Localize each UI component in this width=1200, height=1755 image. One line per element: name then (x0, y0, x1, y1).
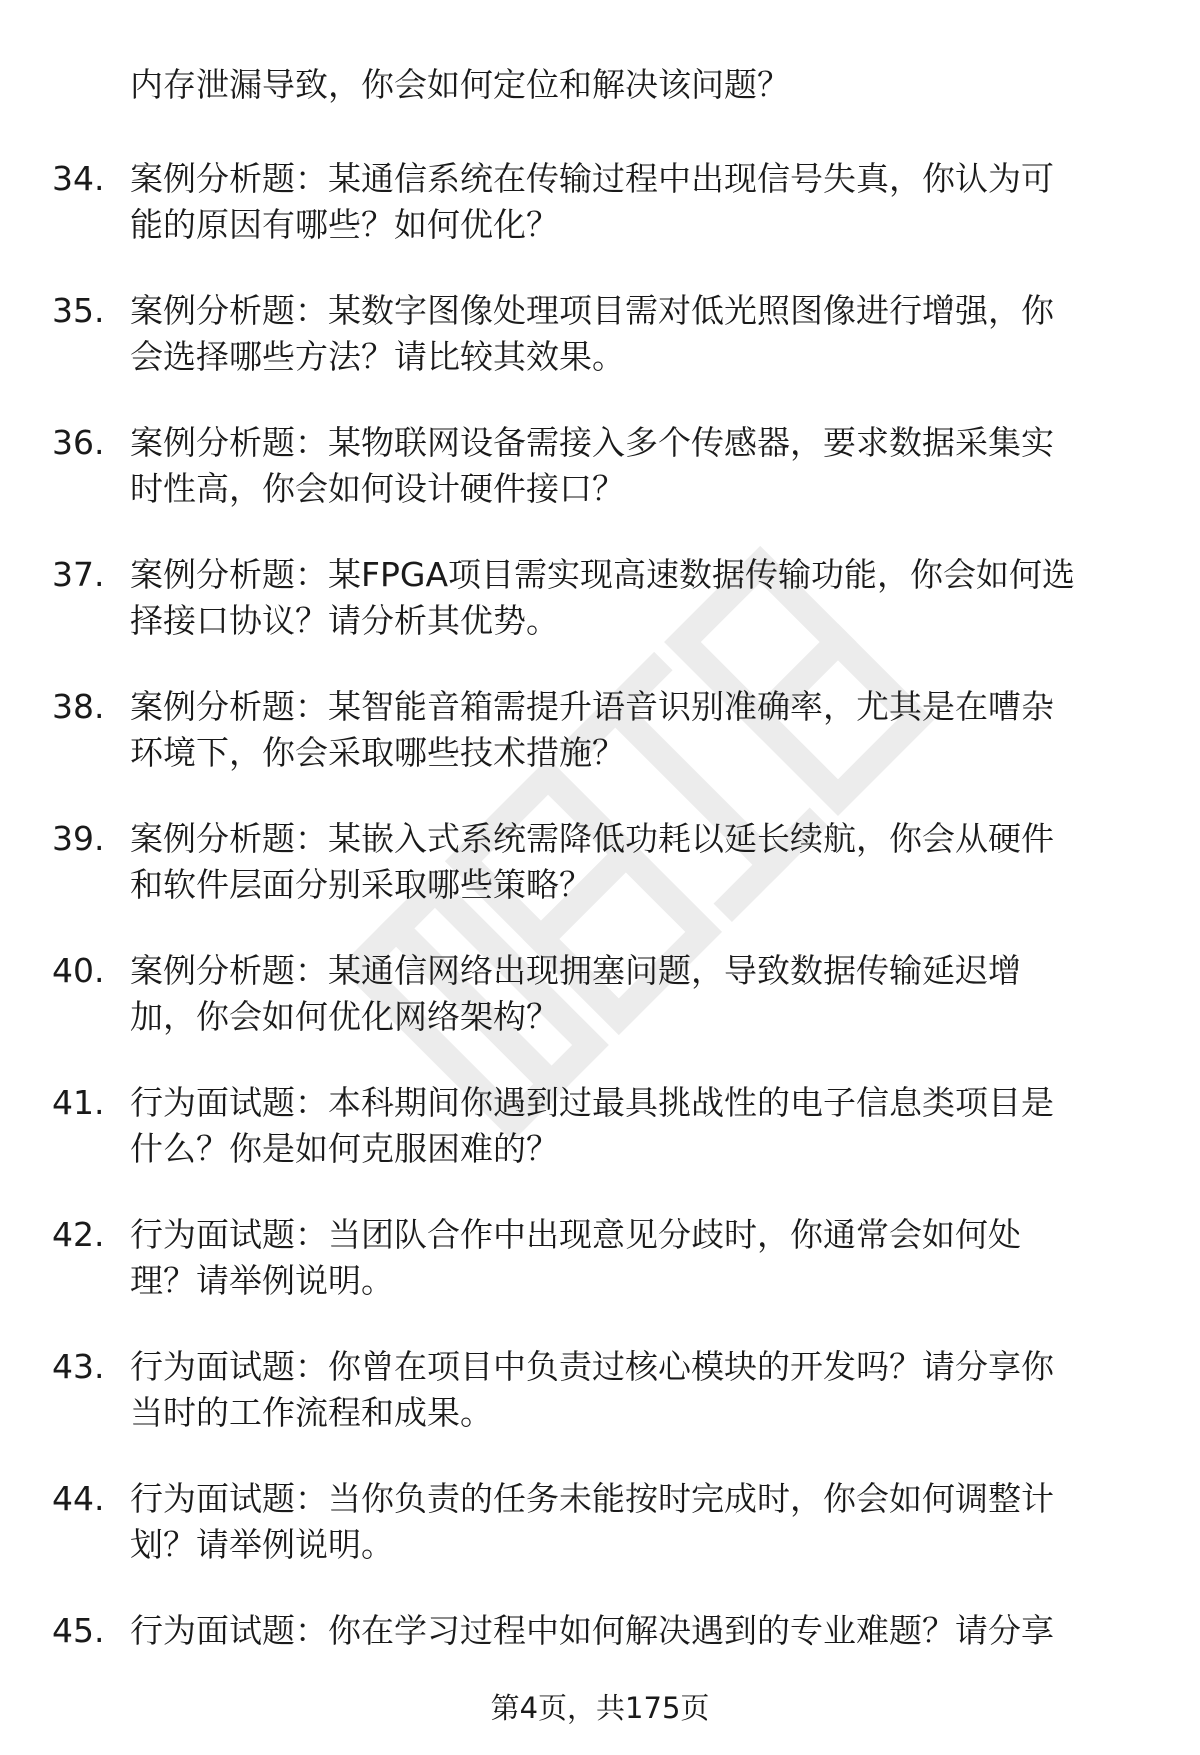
question-number: 39. (52, 819, 105, 858)
question-number: 34. (52, 159, 105, 198)
question-text-line: 行为面试题：当团队合作中出现意见分歧时，你通常会如何处 (130, 1215, 1021, 1254)
question-text-line: 行为面试题：你曾在项目中负责过核心模块的开发吗？请分享你 (130, 1347, 1054, 1386)
question-text (130, 1476, 1170, 1568)
question-text-line: 环境下，你会采取哪些技术措施？ (130, 733, 625, 772)
question-list (0, 156, 1200, 1740)
question-text-line: 案例分析题：某通信系统在传输过程中出现信号失真，你认为可 (130, 159, 1054, 198)
question-text (130, 1080, 1170, 1172)
question-text-line: 能的原因有哪些？如何优化？ (130, 205, 559, 244)
question-item (0, 156, 1200, 288)
question-number: 45. (52, 1611, 105, 1650)
question-text-line: 行为面试题：当你负责的任务未能按时完成时，你会如何调整计 (130, 1479, 1054, 1518)
question-item (0, 1080, 1200, 1212)
question-text (130, 1608, 1170, 1654)
question-text-line: 和软件层面分别采取哪些策略？ (130, 865, 592, 904)
question-number: 40. (52, 951, 105, 990)
question-text-line: 案例分析题：某物联网设备需接入多个传感器，要求数据采集实 (130, 423, 1054, 462)
question-item (0, 1212, 1200, 1344)
continuation-line: 内存泄漏导致，你会如何定位和解决该问题？ (130, 65, 790, 104)
question-text (130, 288, 1170, 380)
question-text-line: 案例分析题：某通信网络出现拥塞问题，导致数据传输延迟增 (130, 951, 1021, 990)
question-number: 35. (52, 291, 105, 330)
question-text (130, 1344, 1170, 1436)
question-number: 37. (52, 555, 105, 594)
question-text-line: 什么？你是如何克服困难的？ (130, 1129, 559, 1168)
question-text-line: 理？请举例说明。 (130, 1261, 394, 1300)
question-text (130, 552, 1170, 644)
question-item (0, 420, 1200, 552)
question-text-line: 案例分析题：某数字图像处理项目需对低光照图像进行增强，你 (130, 291, 1054, 330)
question-item (0, 1344, 1200, 1476)
question-item (0, 288, 1200, 420)
question-text (130, 420, 1170, 512)
page-footer: 第4页，共175页 (490, 1691, 710, 1725)
question-item (0, 1476, 1200, 1608)
question-text (130, 156, 1170, 248)
question-text-line: 当时的工作流程和成果。 (130, 1393, 493, 1432)
question-text-line: 会选择哪些方法？请比较其效果。 (130, 337, 625, 376)
question-text-line: 案例分析题：某智能音箱需提升语音识别准确率，尤其是在嘈杂 (130, 687, 1054, 726)
question-item (0, 684, 1200, 816)
question-text-line: 时性高，你会如何设计硬件接口？ (130, 469, 625, 508)
question-number: 38. (52, 687, 105, 726)
question-number: 41. (52, 1083, 105, 1122)
question-item (0, 816, 1200, 948)
question-text-line: 案例分析题：某FPGA项目需实现高速数据传输功能，你会如何选 (130, 555, 1076, 594)
question-number: 36. (52, 423, 105, 462)
question-item (0, 948, 1200, 1080)
question-text-line: 划？请举例说明。 (130, 1525, 394, 1564)
question-number: 44. (52, 1479, 105, 1518)
question-number: 42. (52, 1215, 105, 1254)
question-item (0, 552, 1200, 684)
question-text (130, 816, 1170, 908)
question-number: 43. (52, 1347, 105, 1386)
question-text-line: 择接口协议？请分析其优势。 (130, 601, 559, 640)
question-text-line: 行为面试题：本科期间你遇到过最具挑战性的电子信息类项目是 (130, 1083, 1054, 1122)
question-text (130, 948, 1170, 1040)
question-text-line: 行为面试题：你在学习过程中如何解决遇到的专业难题？请分享 (130, 1611, 1054, 1650)
question-text (130, 684, 1170, 776)
question-text-line: 加，你会如何优化网络架构？ (130, 997, 559, 1036)
question-text-line: 案例分析题：某嵌入式系统需降低功耗以延长续航，你会从硬件 (130, 819, 1054, 858)
question-text (130, 1212, 1170, 1304)
